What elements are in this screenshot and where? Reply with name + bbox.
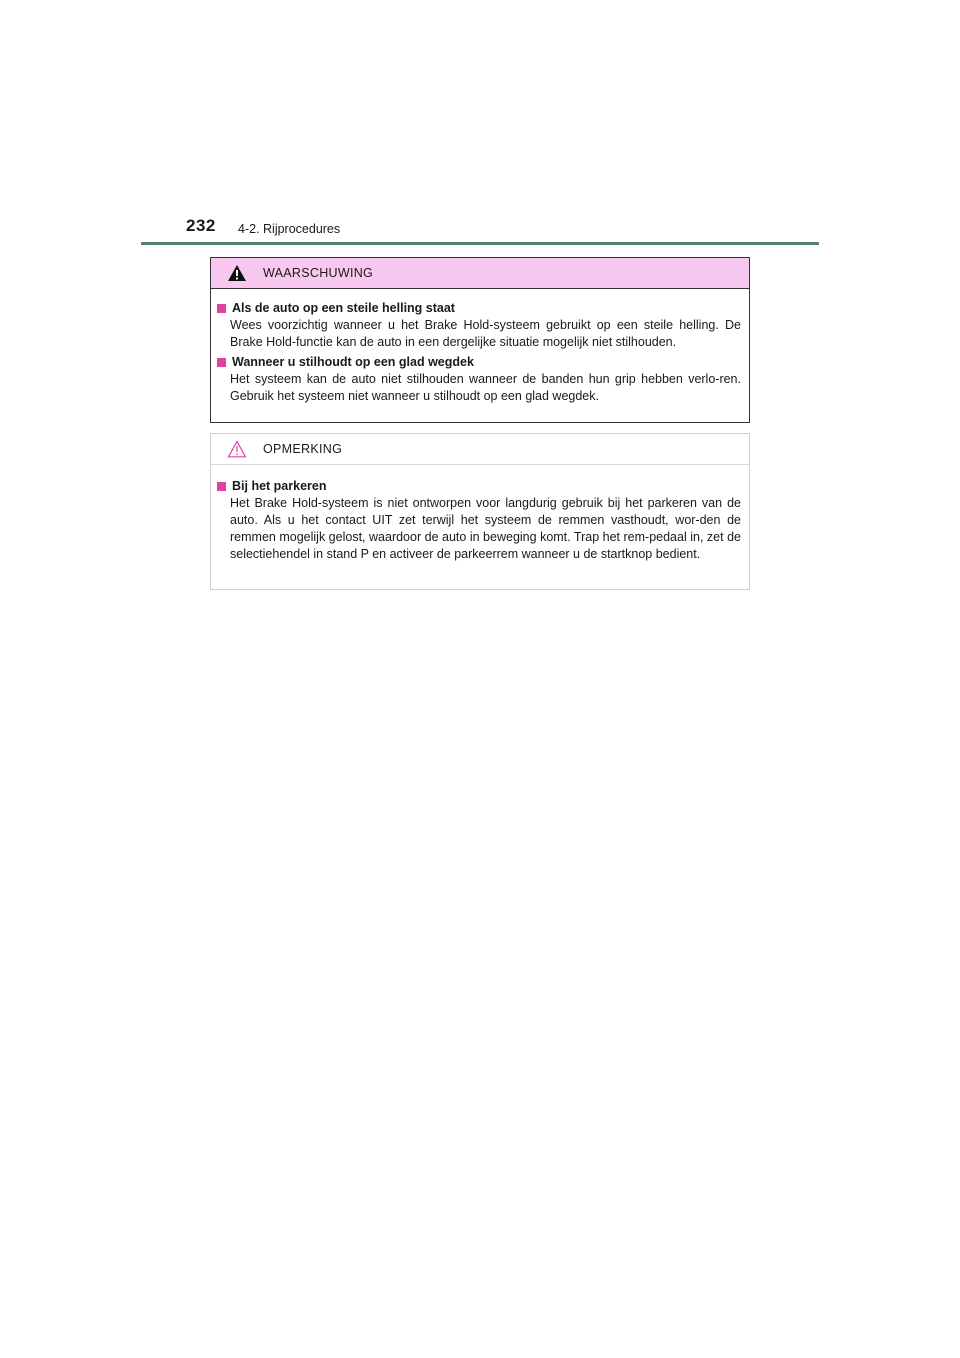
warning-triangle-icon (227, 264, 247, 282)
bullet-square-icon (217, 358, 226, 367)
notice-item-heading (217, 477, 741, 495)
bullet-square-icon (217, 482, 226, 491)
warning-item (217, 353, 741, 405)
warning-header (211, 258, 749, 289)
page-number: 232 (186, 216, 216, 235)
section-title: 4-2. Rijprocedures (238, 222, 341, 236)
caution-triangle-icon (227, 440, 247, 458)
notice-item-text: Het Brake Hold-systeem is niet ontworpen voor langdurig gebruik bij het parkeren van de auto. Als u het contact UIT zet terwijl het systeem de remmen vasthoudt, wor-den de remmen mogelijk gelost, waardoor de auto in beweging komt. Trap het rem-pedaal in, zet de selectiehendel in stand P en activeer de parkeerrem wanneer u de startknop bedient. (230, 496, 741, 561)
warning-item-title: Wanneer u stilhoudt op een glad wegdek (232, 355, 474, 369)
notice-item-title: Bij het parkeren (232, 479, 327, 493)
notice-body (211, 465, 749, 563)
notice-header (211, 434, 749, 465)
bullet-square-icon (217, 304, 226, 313)
warning-box (210, 257, 750, 423)
warning-item-heading (217, 353, 741, 371)
warning-label: WAARSCHUWING (263, 266, 374, 280)
notice-label: OPMERKING (263, 442, 343, 456)
warning-body (211, 289, 749, 405)
warning-item (217, 299, 741, 351)
notice-box (210, 433, 750, 590)
notice-item (217, 477, 741, 563)
warning-item-text: Het systeem kan de auto niet stilhouden wanneer de banden hun grip hebben verlo-ren. Gebruik het systeem niet wanneer u stilhoudt op een glad wegdek. (230, 372, 741, 403)
header-rule (141, 242, 819, 245)
warning-item-heading (217, 299, 741, 317)
warning-item-text: Wees voorzichtig wanneer u het Brake Hold-systeem gebruikt op een steile helling. De Brake Hold-functie kan de auto in een dergelijke situatie mogelijk niet stilhouden. (230, 318, 741, 349)
warning-item-title: Als de auto op een steile helling staat (232, 301, 455, 315)
